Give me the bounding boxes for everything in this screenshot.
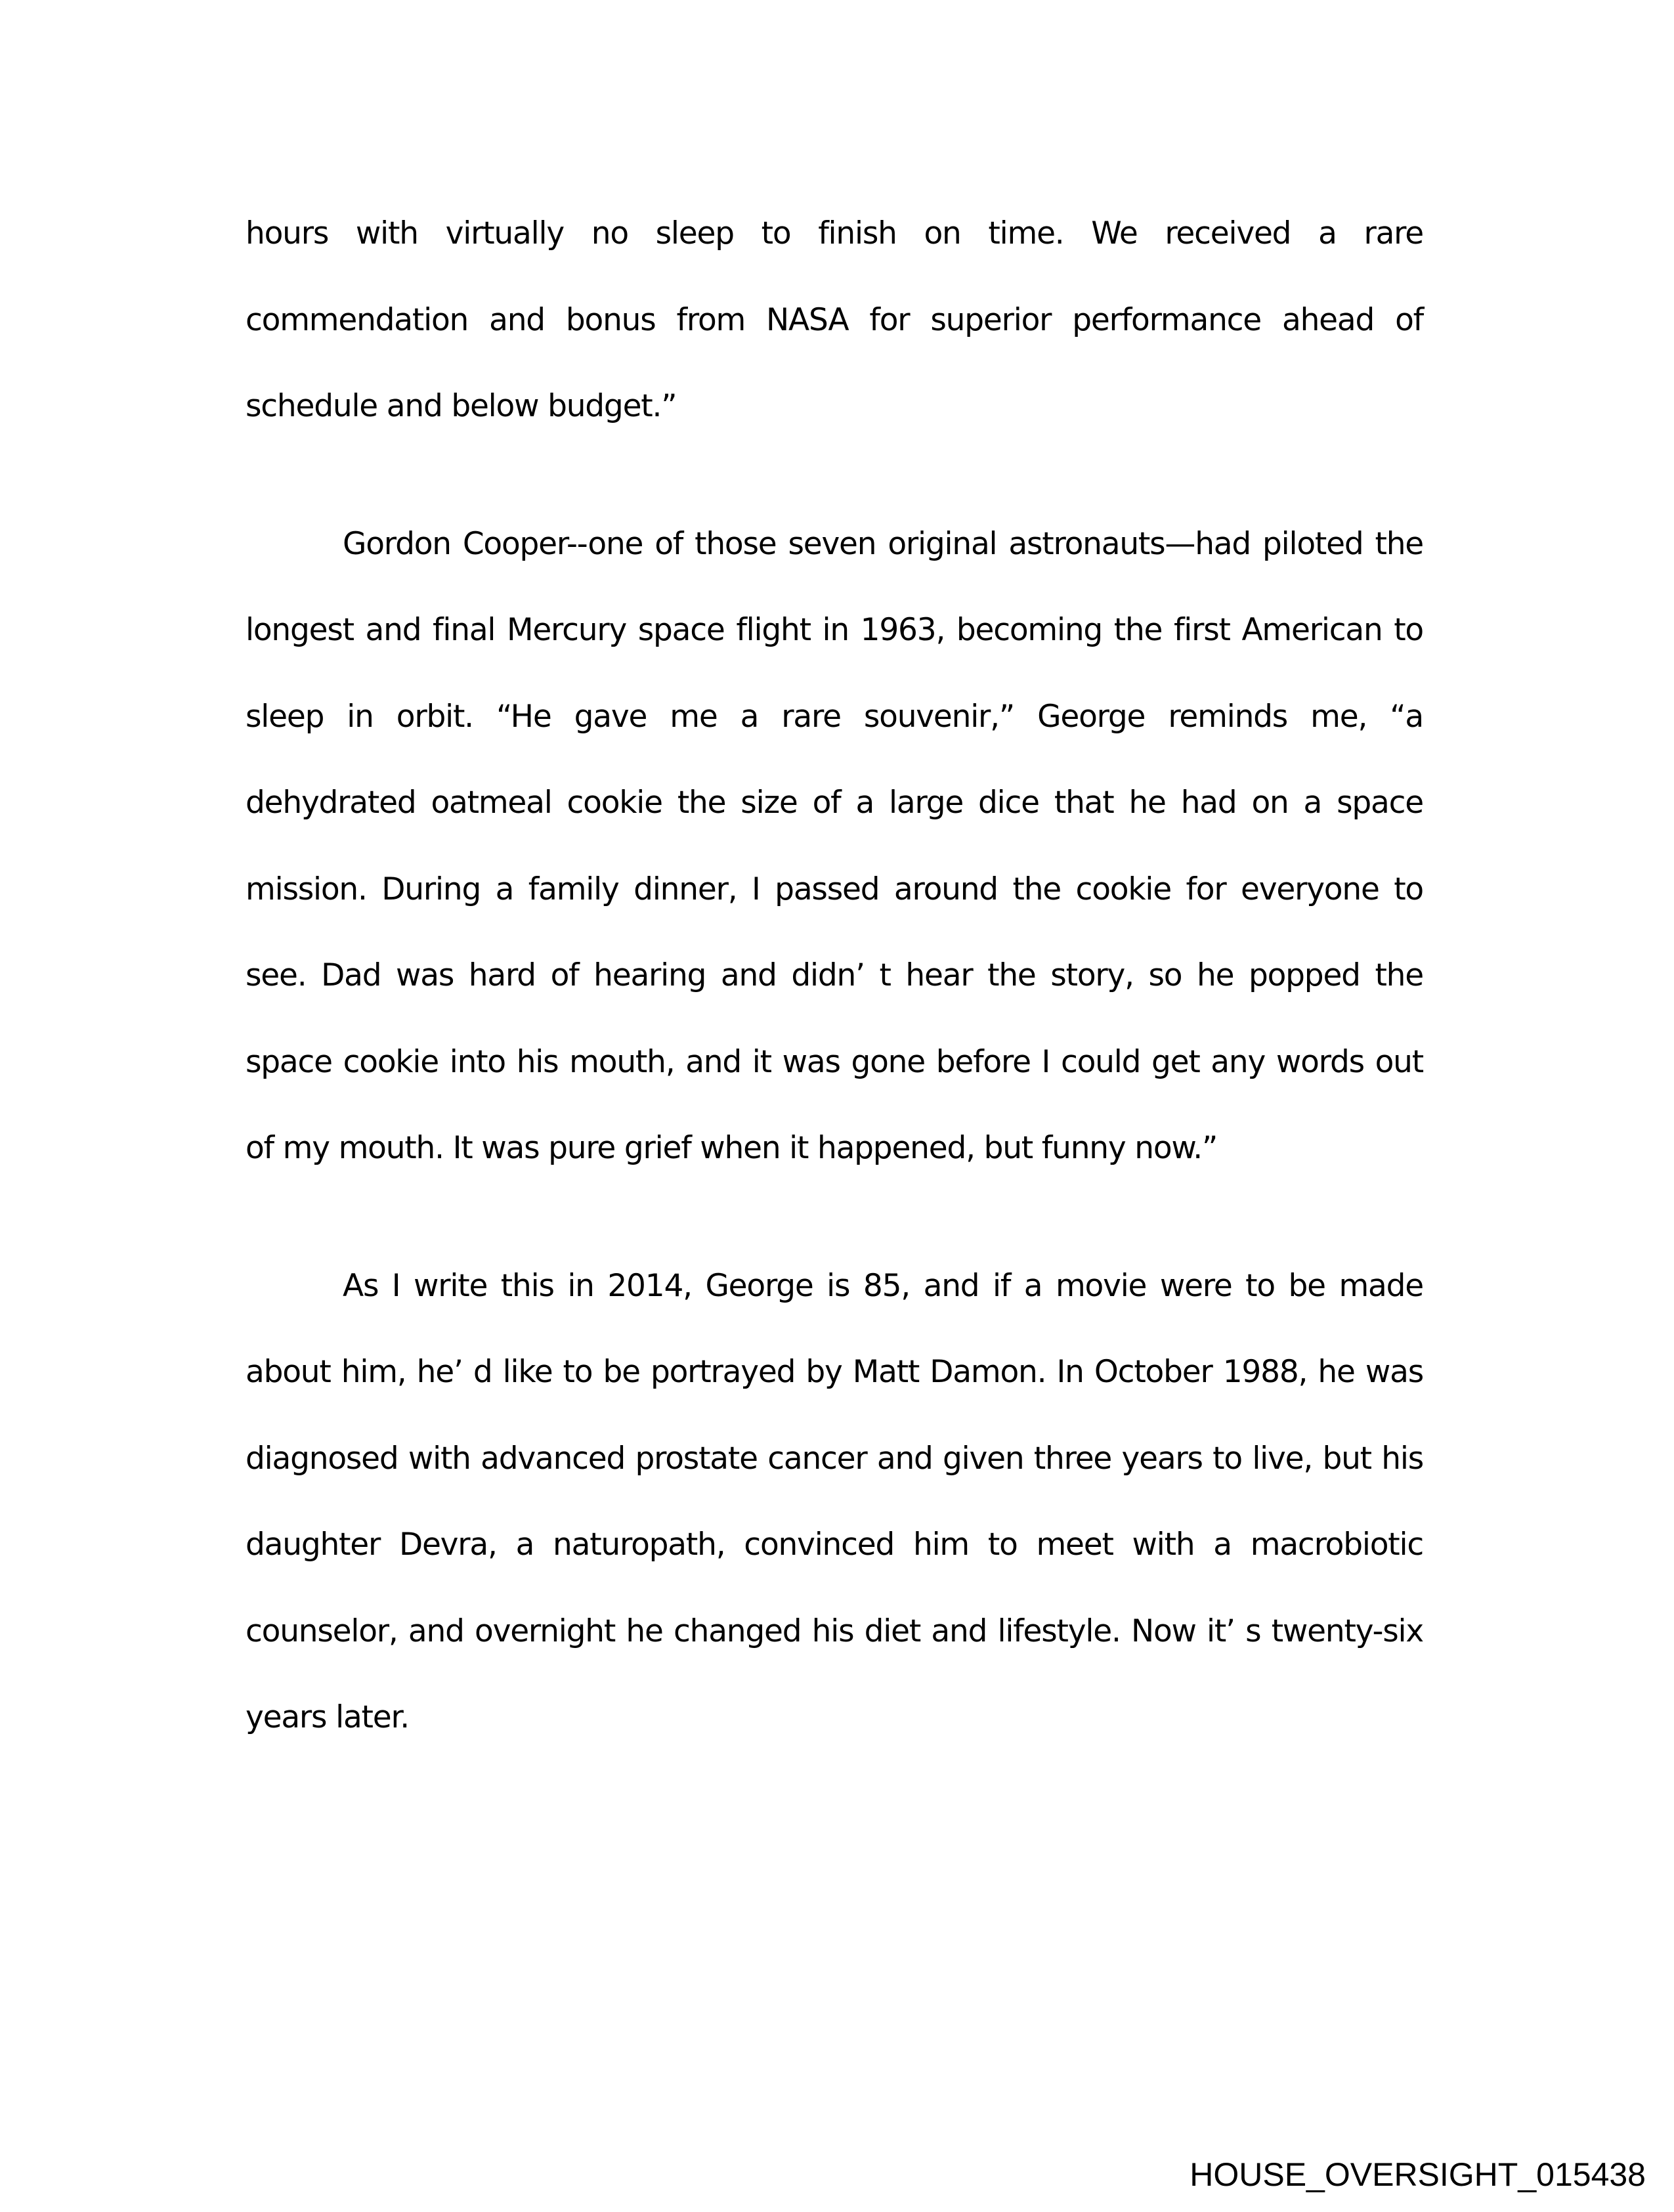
paragraph-george-2014: As I write this in 2014, George is 85, and if a movie were to be made about him, he’ d like to be portrayed by Matt Damon. In October 1988, he was diagnosed with advanced prostate cancer and given three years to live, but his daughter Devra, a naturopath, convinced him to meet with a macrobiotic counselor, and overnight he changed his diet and lifestyle. Now it’ s twenty-six years later. xyxy=(246,1267,1423,1735)
paragraph-continuation: hours with virtually no sleep to finish on time. We received a rare commendation and bonus from NASA for superior performance ahead of schedule and below budget.” xyxy=(246,215,1423,424)
document-body xyxy=(246,190,1423,1812)
paragraph-gordon-cooper: Gordon Cooper--one of those seven original astronauts—had piloted the longest and final Mercury space flight in 1963, becoming the first American to sleep in orbit. “He gave me a rare souvenir,” George reminds me, “a dehydrated oatmeal cookie the size of a large dice that he had on a space mission. During a family dinner, I passed around the cookie for everyone to see. Dad was hard of hearing and didn’ t hear the story, so he popped the space cookie into his mouth, and it was gone before I could get any words out of my mouth. It was pure grief when it happened, but funny now.” xyxy=(246,525,1423,1166)
bates-stamp: HOUSE_OVERSIGHT_015438 xyxy=(1190,2156,1646,2193)
